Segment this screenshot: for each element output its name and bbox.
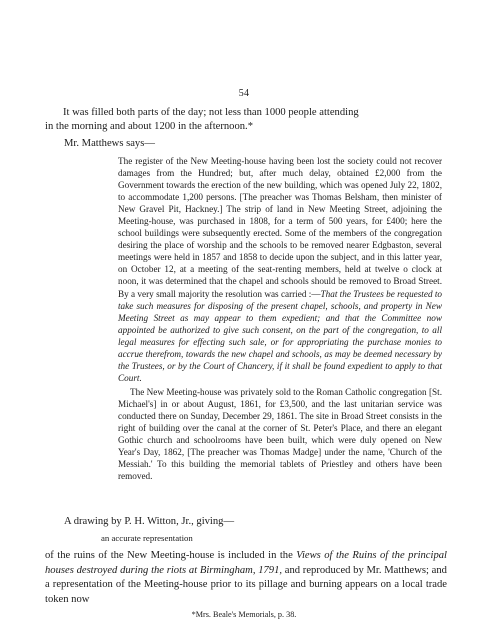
closing-text-b: and reproduced by Mr. Matthews; and a representation of the Meeting-house prior to its pillage and burning appears on a local trade token now: [45, 564, 447, 605]
quote-dash: —: [311, 288, 321, 299]
closing-text-a: of the ruins of the New Meeting-house is included in the: [45, 550, 297, 561]
closing-paragraph: [45, 549, 447, 607]
resolution-text: That the Trustees be requested to take such measures for disposing of the present chapel, schools, and property in New Meeting Street as may appear to them expedient; and that the Committee now appointed be authorized to give such consent, on the part of the congregation, to all legal measures for effecting such sale, or for appropriating the purchase monies to accrue therefrom, towards the new chapel and schools, as may be deemed necessary by the Trustees, or by the Court of Chancery, if it shall be found expedient to apply to that Court.: [118, 288, 442, 383]
views-title: Views of the Ruins of the principal houses destroyed during the riots at Birmingham, 1791,: [45, 550, 447, 576]
footnote: *Mrs. Beale's Memorials, p. 38.: [191, 610, 297, 619]
drawing-heading: A drawing by P. H. Witton, Jr., giving—: [64, 516, 235, 527]
intro-paragraph: [45, 106, 447, 133]
page-number: 54: [238, 88, 250, 99]
matthews-quotation: [118, 155, 442, 482]
intro-line-2: in the morning and about 1200 in the afternoon.*: [45, 120, 254, 132]
quote-paragraph-1-text: The register of the New Meeting-house having been lost the society could not recover damages from the Hundred; but, after much delay, obtained £2,000 from the Government towards the erection of the new building, which was opened July 22, 1802, to accommodate 1,200 persons. [The preacher was Thomas Belsham, then minister of New Gravel Pit, Hackney.] The strip of land in New Meeting Street, adjoining the Meeting-house, was purchased in 1808, for a term of 500 years, for £400; here the school buildings were subsequently erected. Some of the members of the congregation desiring the place of worship and the schools to be removed nearer Edgbaston, several meetings were held in 1857 and 1858 to decide upon the subject, and in this latter year, on October 12, at a meeting of the seat-renting members, held at twelve o clock at noon, it was determined that the chapel and schools should be removed to Broad Street. By a very small majority the resolution was carried :: [118, 156, 442, 299]
intro-line-1: It was filled both parts of the day; not less than 1000 people attending: [63, 107, 359, 118]
drawing-subline: an accurate representation: [101, 533, 193, 543]
quote-paragraph-2: The New Meeting-house was privately sold to the Roman Catholic congregation [St. Michael's] in or about August, 1861, for £3,500, and the last unitarian service was conducted there on Sunday, December 29, 1861. The site in Broad Street consists in the right of building over the canal at the corner of St. Peter's Place, and there an elegant Gothic church and schoolrooms have been built, which were duly opened on New Year's Day, 1862, [The preacher was Thomas Madge] under the name, 'Church of the Messiah.' To this building the memorial tablets of Priestley and others have been removed.: [118, 386, 442, 482]
quote-paragraph-1: [118, 155, 442, 384]
matthews-heading: Mr. Matthews says—: [64, 138, 155, 149]
